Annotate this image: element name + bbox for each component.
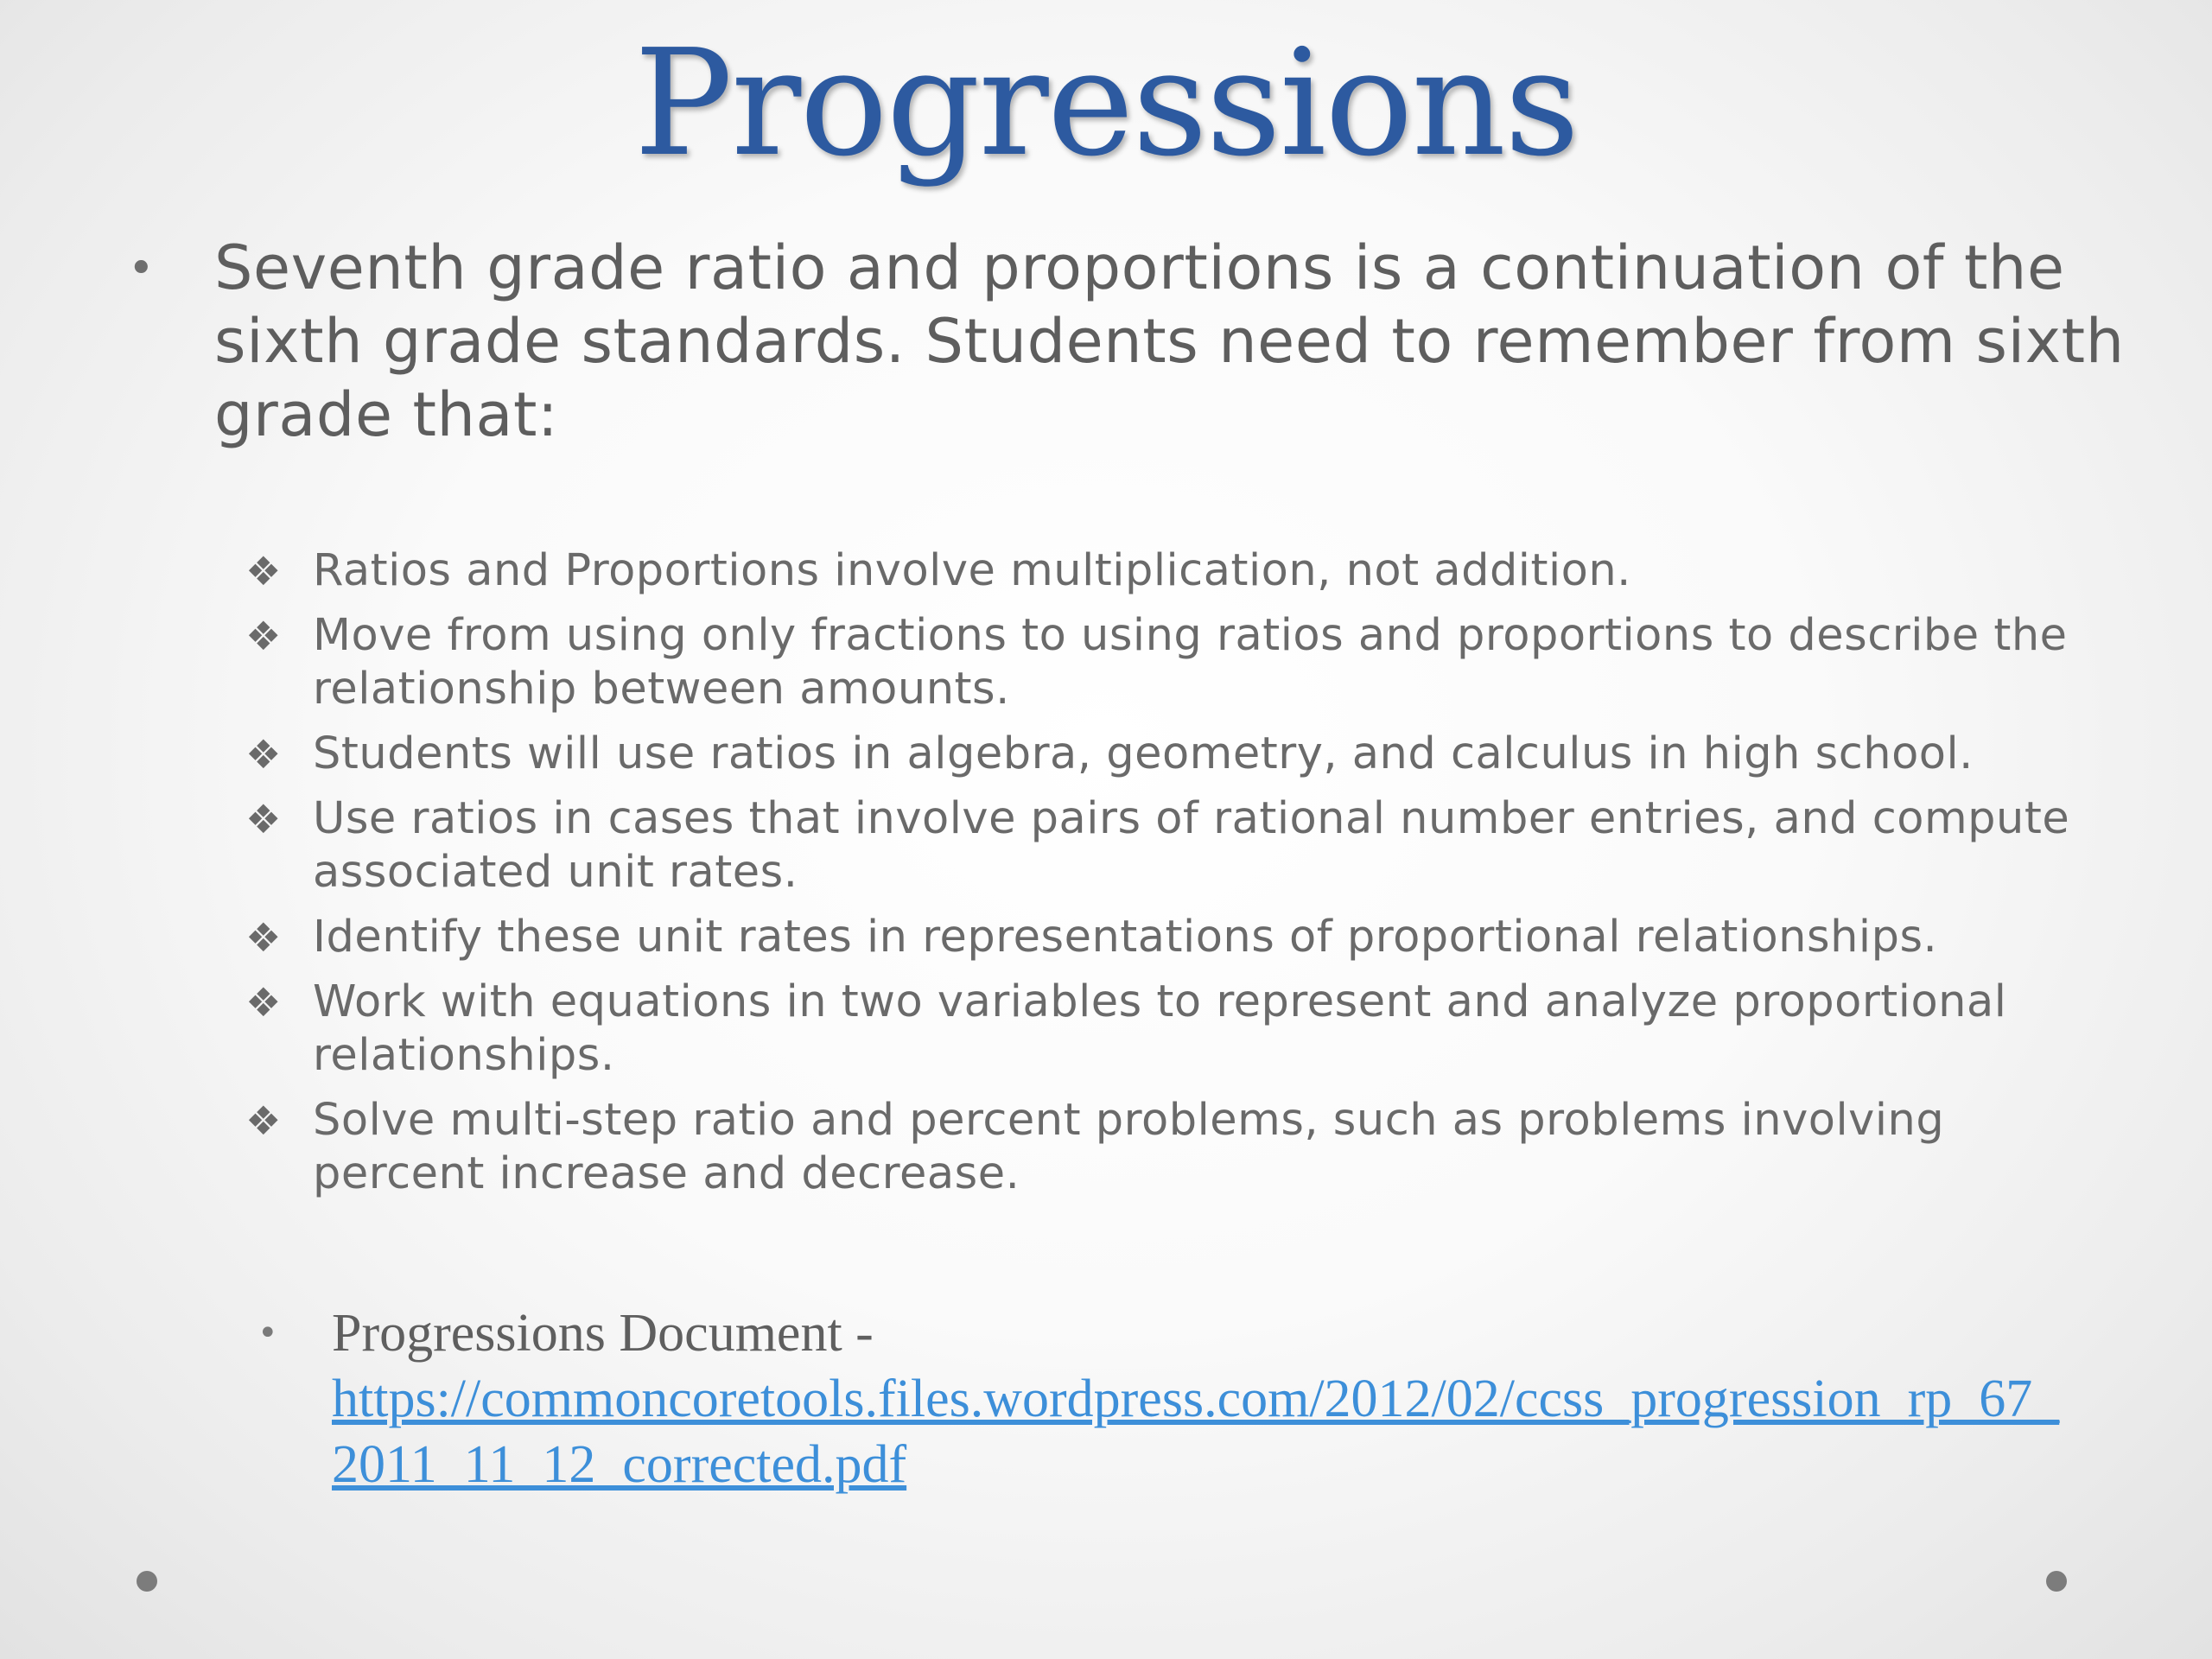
reference-bullet-dot: • <box>257 1313 278 1353</box>
sub-bullet-item <box>242 976 2074 1083</box>
sub-bullet-text: Move from using only fractions to using ratios and proportions to describe the relationship between amounts. <box>313 610 2068 715</box>
slide-title: Progressions <box>633 18 1579 189</box>
sub-bullet-item <box>242 1094 2074 1201</box>
reference-text <box>332 1300 2077 1497</box>
sub-bullet-text: Work with equations in two variables to represent and analyze proportional relationships. <box>313 976 2007 1081</box>
diamond-bullet-icon: ❖ <box>245 548 282 594</box>
corner-dot-left <box>137 1571 157 1592</box>
sub-bullet-text: Use ratios in cases that involve pairs of rational number entries, and compute associated unit rates. <box>313 793 2070 898</box>
sub-bullet-item <box>242 792 2074 899</box>
sub-bullet-list <box>242 544 2074 1212</box>
diamond-bullet-icon: ❖ <box>245 796 282 842</box>
progressions-document-link[interactable]: https://commoncoretools.files.wordpress.com/2012/02/ccss_progression_rp_67_2011_11_12_corrected.pdf <box>332 1370 2060 1494</box>
diamond-bullet-icon: ❖ <box>245 613 282 659</box>
sub-bullet-text: Ratios and Proportions involve multiplication, not addition. <box>313 545 1631 596</box>
sub-bullet-item <box>242 728 2074 781</box>
diamond-bullet-icon: ❖ <box>245 914 282 961</box>
sub-bullet-item <box>242 544 2074 598</box>
main-bullet-text: Seventh grade ratio and proportions is a continuation of the sixth grade standards. Students need to remember from sixth grade that: <box>214 232 2125 450</box>
sub-bullet-text: Solve multi-step ratio and percent problems, such as problems involving percent increase and decrease. <box>313 1095 1945 1199</box>
sub-bullet-item <box>242 911 2074 964</box>
diamond-bullet-icon: ❖ <box>245 979 282 1026</box>
diamond-bullet-icon: ❖ <box>245 1097 282 1144</box>
reference-label: Progressions Document - <box>332 1304 874 1363</box>
main-bullet-dot: • <box>128 243 155 295</box>
corner-dot-right <box>2046 1571 2067 1592</box>
sub-bullet-item <box>242 609 2074 716</box>
sub-bullet-text: Identify these unit rates in representations of proportional relationships. <box>313 912 1938 963</box>
diamond-bullet-icon: ❖ <box>245 731 282 778</box>
sub-bullet-text: Students will use ratios in algebra, geometry, and calculus in high school. <box>313 728 1974 779</box>
